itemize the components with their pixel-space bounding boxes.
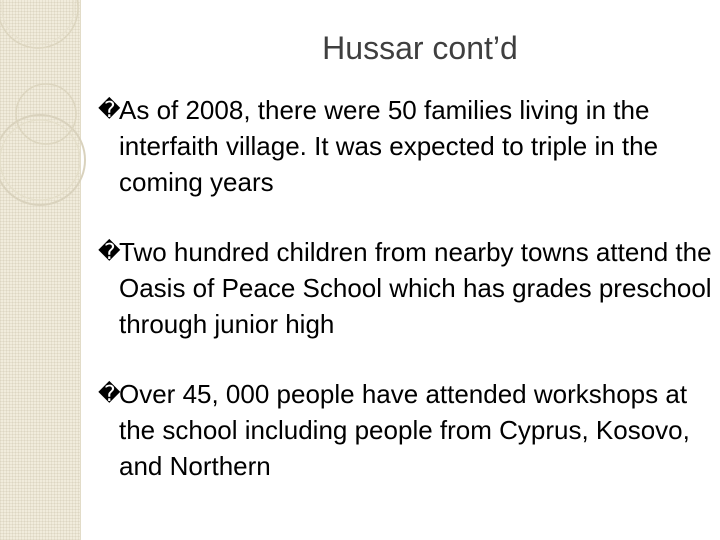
bullet-item: [98, 92, 713, 200]
bullet-text: As of 2008, there were 50 families living in the interfaith village. It was expected to triple in the coming years: [119, 95, 659, 197]
bullet-text: Over 45, 000 people have attended workshops at the school including people from Cyprus, Kosovo, and Northern: [119, 379, 690, 481]
bullet-marker-icon: �: [98, 97, 121, 122]
slide-title: Hussar cont’d: [322, 30, 518, 66]
bullet-text: Two hundred children from nearby towns attend the Oasis of Peace School which has grades preschool through junior high: [119, 237, 712, 339]
bullet-marker-icon: �: [98, 239, 121, 264]
bullet-item: [98, 234, 713, 342]
bullet-marker-icon: �: [98, 381, 121, 406]
bullet-list: [98, 92, 713, 518]
bullet-item: [98, 376, 713, 484]
